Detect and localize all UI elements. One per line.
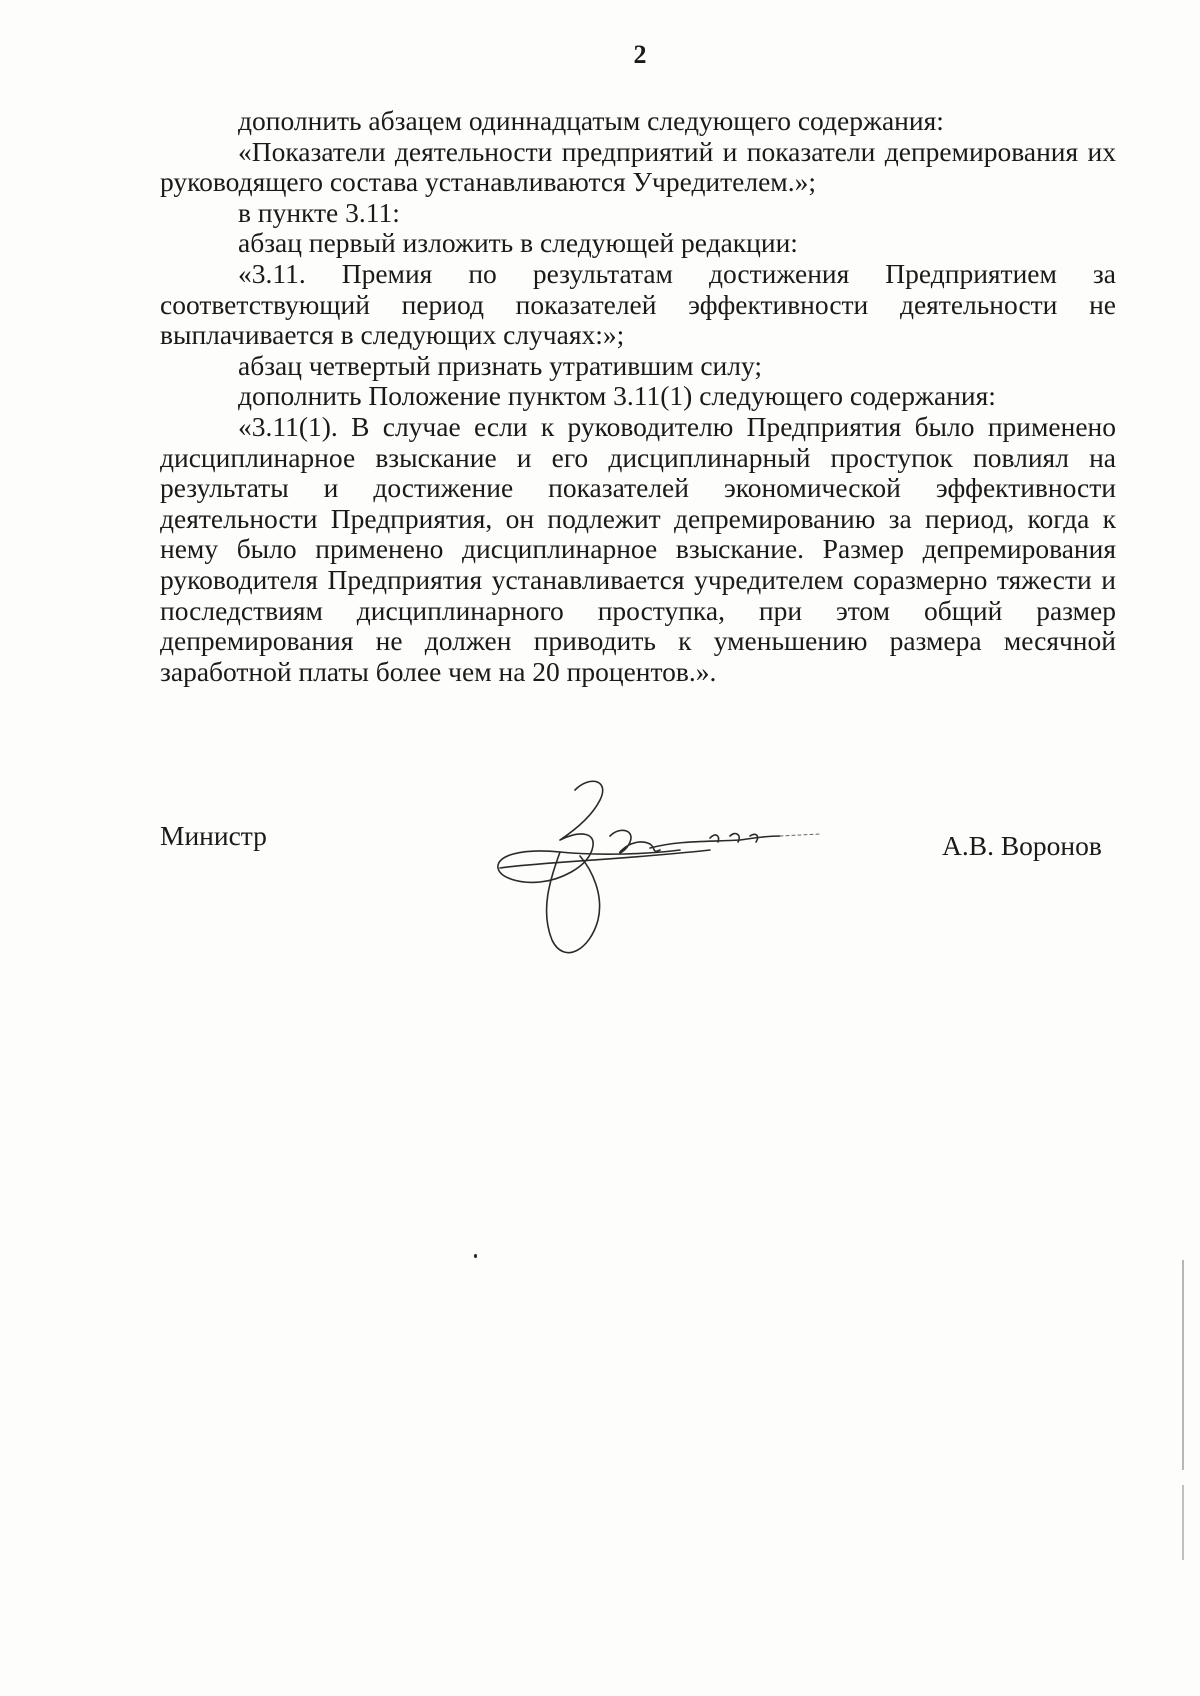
paragraph-4: абзац первый изложить в следующей редакции: bbox=[238, 227, 798, 259]
paragraph-5: «3.11. Премия по результатам достижения Предприятием за соответствующий период показателей эффективности деятельности не выплачивается в следующих случаях:»; bbox=[160, 257, 1116, 351]
scan-margin-mark bbox=[1182, 1260, 1184, 1560]
signatory-title: Министр bbox=[160, 820, 267, 851]
paragraph-3: в пункте 3.11: bbox=[238, 196, 400, 228]
paragraph-2: «Показатели деятельности предприятий и показатели депремирования их руководящего состава устанавливаются Учредителем.»; bbox=[160, 135, 1116, 198]
scan-speck bbox=[474, 1254, 477, 1258]
signature-block bbox=[0, 820, 1200, 980]
signatory-name: А.В. Воронов bbox=[942, 830, 1102, 861]
paragraph-1: дополнить абзацем одиннадцатым следующего содержания: bbox=[238, 105, 944, 136]
document-body bbox=[160, 106, 1116, 687]
page-number: 2 bbox=[633, 40, 647, 69]
handwritten-signature bbox=[480, 770, 840, 970]
paragraph-8: «3.11(1). В случае если к руководителю Предприятия было применено дисциплинарное взыскание и его дисциплинарный проступок повлиял на результаты и достижение показателей экономической эффективности деятельности Предприятия, он подлежит депремированию за период, когда к нему было применено дисциплинарное взыскание. Размер депремирования руководителя Предприятия устанавливается учредителем соразмерно тяжести и последствиям дисциплинарного проступка, при этом общий размер депремирования не должен приводить к уменьшению размера месячной заработной платы более чем на 20 процентов.». bbox=[160, 410, 1116, 687]
paragraph-7: дополнить Положение пунктом 3.11(1) следующего содержания: bbox=[238, 380, 996, 412]
paragraph-6: абзац четвертый признать утратившим силу; bbox=[238, 349, 763, 381]
